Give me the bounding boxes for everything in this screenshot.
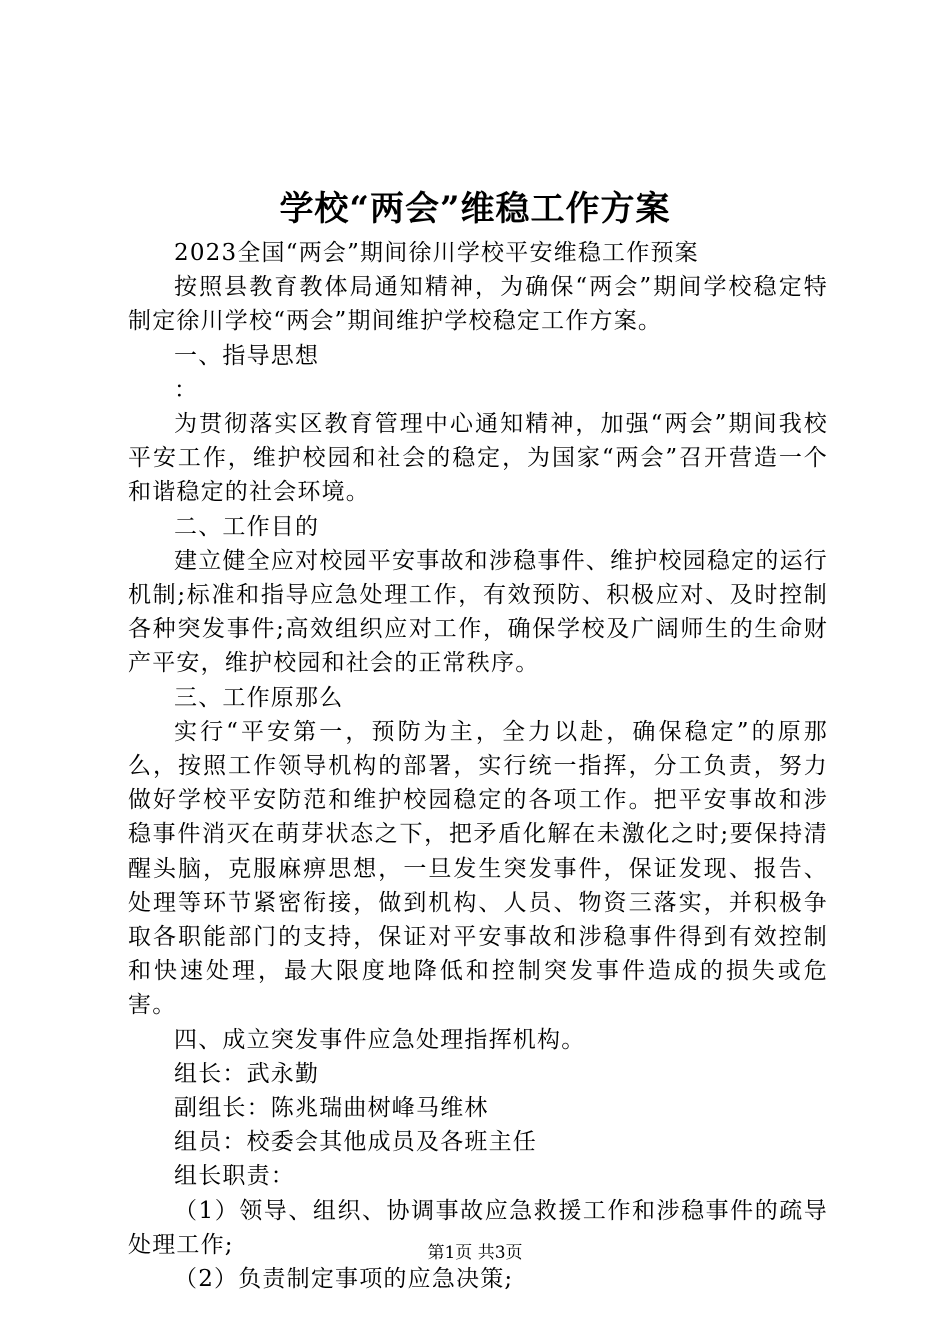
paragraph-colon: ： bbox=[174, 376, 199, 403]
paragraph-guiding-thought: 为贯彻落实区教育管理中心通知精神，加强“两会”期间我校平安工作，维护校园和社会的稳定，为国家“两会”召开营造一个和谐稳定的社会环境。 bbox=[128, 411, 828, 506]
paragraph-intro: 按照县教育教体局通知精神，为确保“两会”期间学校稳定特制定徐川学校“两会”期间维护学校稳定工作方案。 bbox=[128, 274, 828, 335]
document-body bbox=[128, 236, 828, 1296]
paragraph-duty-2: （2）负责制定事项的应急决策; bbox=[174, 1266, 514, 1293]
paragraph-leader: 组长：武永勤 bbox=[174, 1060, 320, 1087]
paragraph-deputy-leader: 副组长：陈兆瑞曲树峰马维林 bbox=[174, 1095, 489, 1122]
paragraph-work-principle: 实行“平安第一，预防为主，全力以赴，确保稳定”的原那么，按照工作领导机构的部署，实行统一指挥，分工负责，努力做好学校平安防范和维护校园稳定的各项工作。把平安事故和涉稳事件消灭在萌芽状态之下，把矛盾化解在未激化之时;要保持清醒头脑，克服麻痹思想，一旦发生突发事件，保证发现、报告、处理等环节紧密衔接，做到机构、人员、物资三落实，并积极争取各职能部门的支持，保证对平安事故和涉稳事件得到有效控制和快速处理，最大限度地降低和控制突发事件造成的损失或危害。 bbox=[128, 718, 828, 1019]
paragraph-work-goal: 建立健全应对校园平安事故和涉稳事件、维护校园稳定的运行机制;标准和指导应急处理工作，有效预防、积极应对、及时控制各种突发事件;高效组织应对工作，确保学校及广阔师生的生命财产平安，维护校园和社会的正常秩序。 bbox=[128, 547, 828, 677]
section-heading-3: 三、工作原那么 bbox=[174, 684, 344, 711]
paragraph-members: 组员：校委会其他成员及各班主任 bbox=[174, 1129, 537, 1156]
paragraph-duty-1: （1）领导、组织、协调事故应急救援工作和涉稳事件的疏导处理工作; bbox=[128, 1197, 828, 1258]
paragraph-preface: 2023全国“两会”期间徐川学校平安维稳工作预案 bbox=[174, 240, 699, 266]
document-title: 学校“两会”维稳工作方案 bbox=[279, 189, 671, 229]
paragraph-leader-duties: 组长职责： bbox=[174, 1163, 295, 1190]
section-heading-2: 二、工作目的 bbox=[174, 513, 320, 540]
section-heading-1: 一、指导思想 bbox=[174, 342, 320, 369]
page-footer: 第1页 共3页 bbox=[427, 1243, 523, 1263]
section-heading-4: 四、成立突发事件应急处理指挥机构。 bbox=[174, 1026, 586, 1053]
